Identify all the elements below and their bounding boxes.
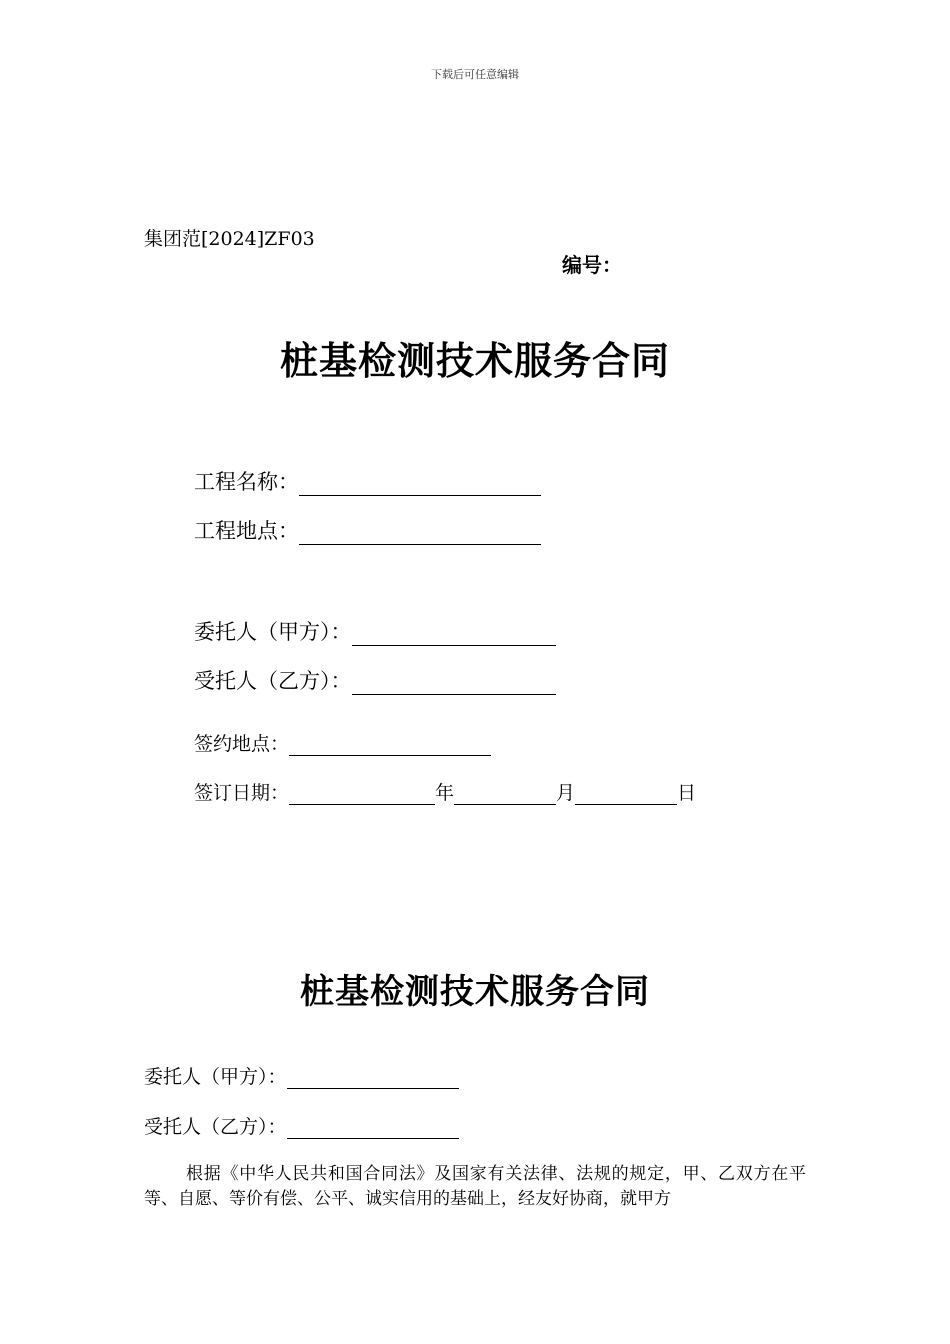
cover-party-a-label: 委托人（甲方）： — [194, 620, 352, 644]
day-label: 日 — [677, 782, 697, 804]
cover-party-a-field[interactable] — [352, 621, 556, 646]
contract-preamble: 根据《中华人民共和国合同法》及国家有关法律、法规的规定，甲、乙双方在平等、自愿、等价有偿、公平、诚实信用的基础上，经友好协商，就甲方 — [144, 1164, 806, 1209]
sign-month-field[interactable] — [454, 782, 556, 805]
project-location-field[interactable] — [299, 520, 541, 545]
cover-party-b-field[interactable] — [352, 670, 556, 695]
sign-date-row — [194, 778, 696, 805]
document-code: 集团范[2024]ZF03 — [144, 228, 315, 250]
cover-title: 桩基检测技术服务合同 — [279, 338, 670, 383]
cover-party-a-row — [194, 616, 556, 646]
contract-title: 桩基检测技术服务合同 — [300, 972, 650, 1012]
sign-day-field[interactable] — [575, 782, 677, 805]
party-a-label: 委托人（甲方）： — [144, 1066, 287, 1088]
sign-date-label: 签订日期： — [194, 782, 290, 804]
project-name-row — [194, 466, 541, 496]
party-a-row — [144, 1062, 459, 1089]
sign-year-field[interactable] — [289, 782, 435, 805]
sign-place-field[interactable] — [289, 733, 491, 756]
month-label: 月 — [556, 782, 576, 804]
project-location-label: 工程地点： — [194, 519, 299, 543]
contract-number-label: 编号： — [562, 253, 622, 277]
header-note: 下载后可任意编辑 — [431, 68, 519, 81]
project-name-field[interactable] — [299, 471, 541, 496]
party-a-field[interactable] — [287, 1066, 459, 1089]
project-location-row — [194, 515, 541, 545]
cover-party-b-label: 受托人（乙方）： — [194, 669, 352, 693]
year-label: 年 — [435, 782, 455, 804]
sign-place-row — [194, 729, 491, 756]
project-name-label: 工程名称： — [194, 470, 299, 494]
cover-party-b-row — [194, 665, 556, 695]
party-b-row — [144, 1112, 459, 1139]
party-b-field[interactable] — [287, 1116, 459, 1139]
sign-place-label: 签约地点： — [194, 733, 290, 755]
party-b-label: 受托人（乙方）： — [144, 1116, 287, 1138]
